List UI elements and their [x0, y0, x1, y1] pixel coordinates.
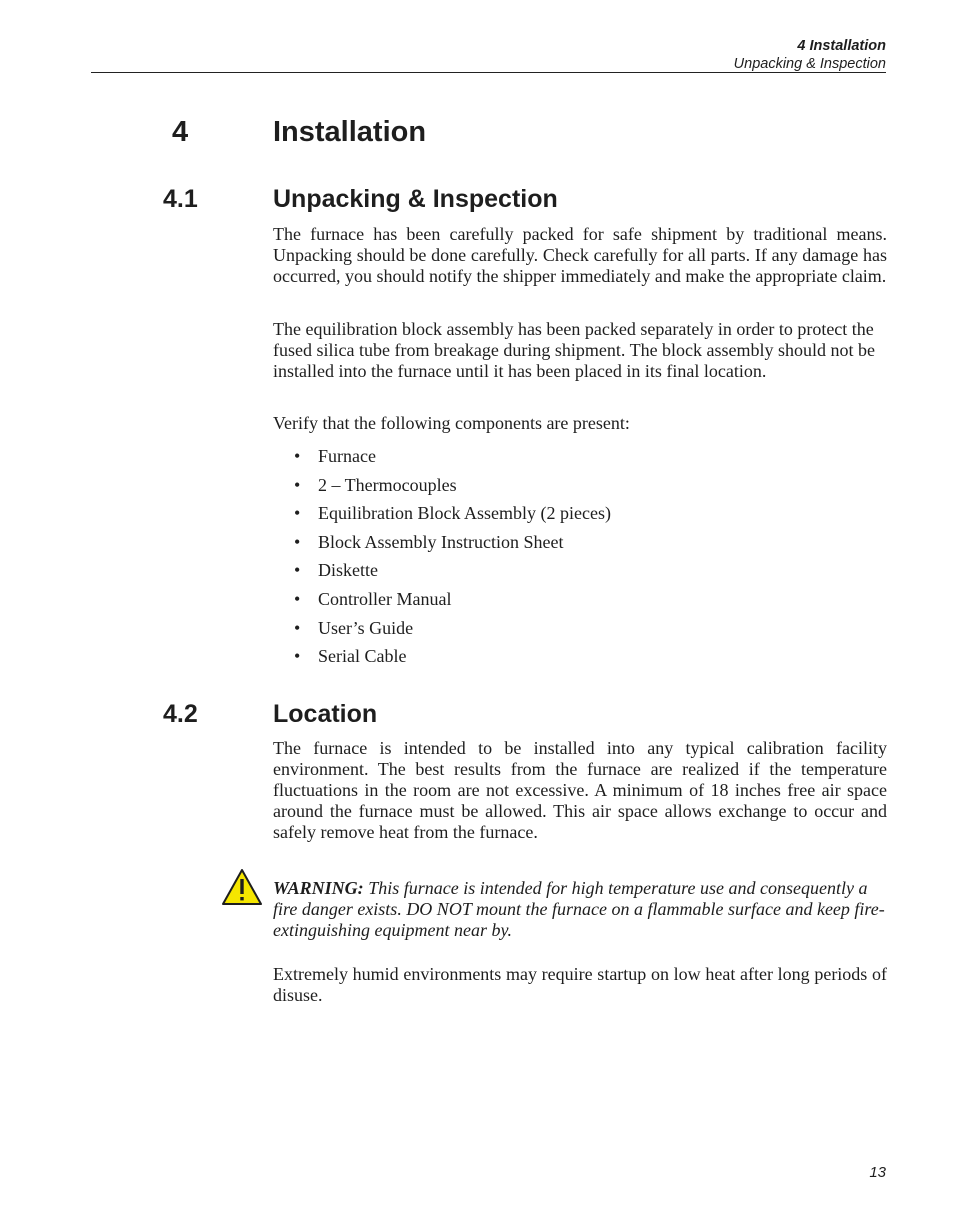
warning-triangle-icon — [221, 868, 263, 906]
list-item-text: Serial Cable — [318, 646, 407, 667]
list-item — [273, 444, 873, 473]
section-number: 4.1 — [163, 185, 198, 213]
list-item — [273, 616, 873, 645]
warning-body: This furnace is intended for high temperature use and consequently a fire danger exists. DO NOT mount the furnace on a flammable surface and keep fire-extinguishing equipment near by. — [273, 878, 885, 940]
bullet: • — [294, 646, 301, 667]
list-item — [273, 530, 873, 559]
chapter-title: Installation — [273, 116, 427, 148]
components-list — [273, 444, 873, 673]
bullet: • — [294, 588, 301, 609]
running-header-section: Unpacking & Inspection — [733, 56, 886, 72]
running-header-chapter: 4 Installation — [797, 38, 886, 54]
paragraph: Extremely humid environments may require startup on low heat after long periods of disuse. — [273, 964, 887, 1005]
section-title: Unpacking & Inspection — [273, 185, 558, 213]
list-item — [273, 473, 873, 502]
bullet: • — [294, 531, 301, 552]
list-item-text: 2 – Thermocouples — [318, 474, 457, 495]
paragraph: The furnace is intended to be installed into any typical calibration facility environment. The best results from the furnace are realized if the temperature fluctuations in the room are not excessive. A minimum of 18 inches free air space around the furnace must be allowed. This air space allows exchange to occur and safely remove heat from the furnace. — [273, 738, 887, 842]
section-number: 4.2 — [163, 700, 198, 728]
paragraph: The equilibration block assembly has been packed separately in order to protect the fused silica tube from breakage during shipment. The block assembly should not be installed into the furnace until it has been placed in its final location. — [273, 319, 876, 381]
list-item — [273, 587, 873, 616]
list-item-text: Equilibration Block Assembly (2 pieces) — [318, 503, 611, 524]
list-item — [273, 558, 873, 587]
bullet: • — [294, 617, 301, 638]
warning-label: WARNING: — [273, 878, 364, 898]
list-item-text: Controller Manual — [318, 588, 452, 609]
section-title: Location — [273, 700, 378, 728]
bullet: • — [294, 446, 301, 466]
list-item — [273, 644, 873, 673]
running-header — [734, 37, 886, 73]
list-item-text: Furnace — [318, 446, 376, 466]
bullet: • — [294, 474, 301, 495]
list-item-text: User’s Guide — [318, 617, 414, 638]
paragraph: The furnace has been carefully packed for safe shipment by traditional means. Unpacking should be done carefully. Check carefully for all parts. If any damage has occurred, you should notify the shipper immediately and make the appropriate claim. — [273, 224, 887, 286]
list-item — [273, 501, 873, 530]
bullet: • — [294, 503, 301, 524]
warning-text — [273, 878, 887, 941]
list-item-text: Block Assembly Instruction Sheet — [318, 531, 564, 552]
chapter-number: 4 — [172, 116, 189, 148]
header-rule — [91, 72, 886, 73]
list-item-text: Diskette — [318, 560, 378, 581]
page-number: 13 — [869, 1164, 886, 1181]
bullet: • — [294, 560, 301, 581]
paragraph: Verify that the following components are present: — [273, 413, 630, 433]
